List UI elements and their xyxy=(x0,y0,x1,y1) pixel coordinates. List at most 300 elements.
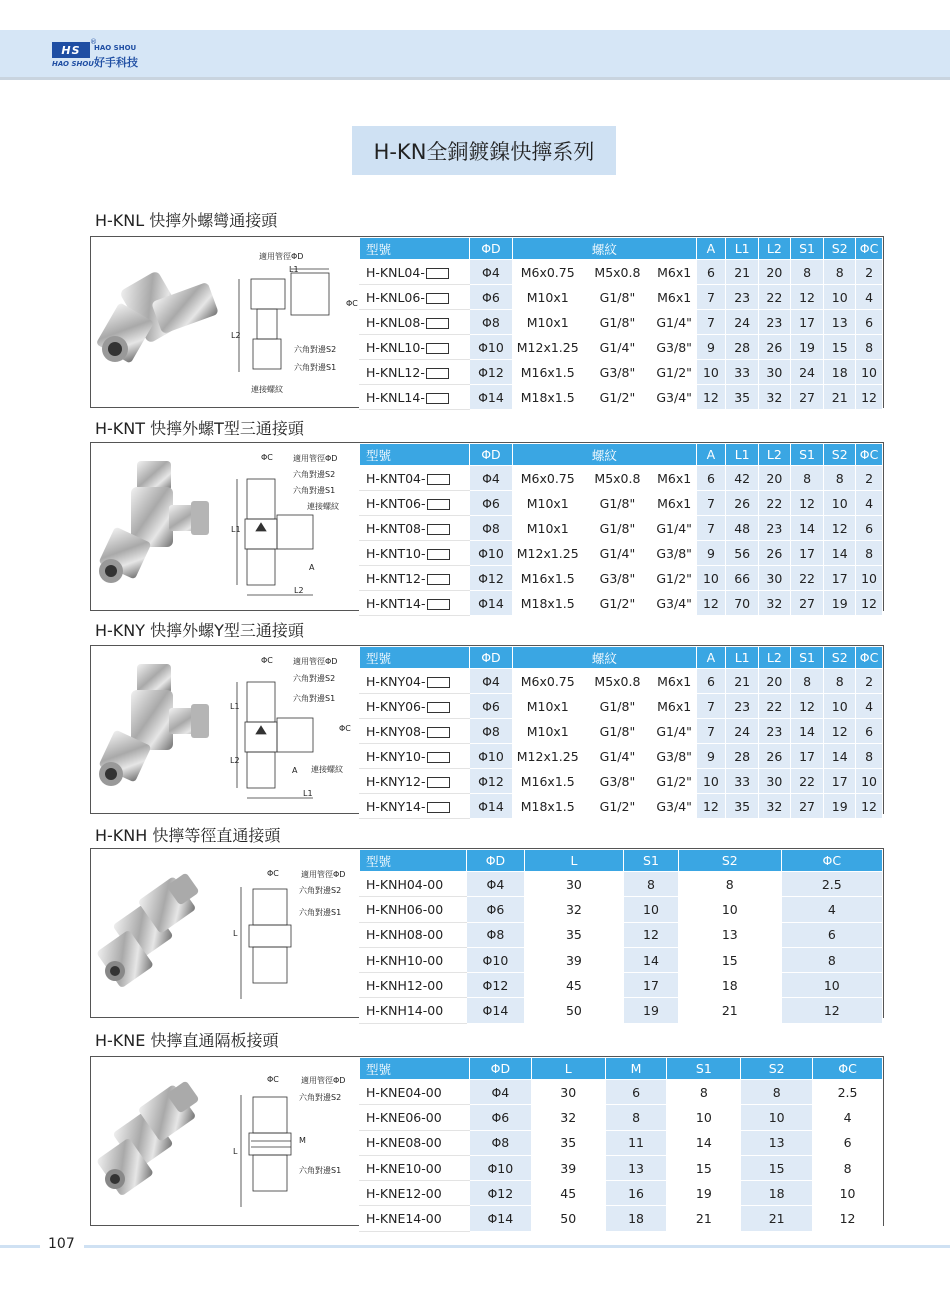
thread-code-box xyxy=(426,368,449,379)
dimension-label: L2 xyxy=(294,586,304,595)
table-cell: 22 xyxy=(790,769,824,794)
table-header-cell: 型號 xyxy=(360,850,467,872)
table-cell: 20 xyxy=(759,260,791,285)
table-cell: 6 xyxy=(605,1080,667,1105)
table-header-cell: S2 xyxy=(824,444,856,466)
header-bar xyxy=(0,30,950,80)
table-cell: G3/8" xyxy=(652,541,696,566)
table-cell: 35 xyxy=(531,1130,605,1155)
table-header-cell: S1 xyxy=(623,850,678,872)
table-header-cell: ΦC xyxy=(856,444,883,466)
model-cell xyxy=(360,973,467,998)
table-cell: 10 xyxy=(856,769,883,794)
model-code: H-KNL08- xyxy=(366,314,425,330)
table-cell: 10 xyxy=(667,1105,741,1130)
table-cell: Φ12 xyxy=(469,769,513,794)
dimension-label: 六角對邊S2 xyxy=(294,345,337,354)
thread-code-box xyxy=(427,524,450,535)
model-cell xyxy=(360,897,467,922)
table-header-cell: ΦD xyxy=(469,238,513,260)
table-cell: 8 xyxy=(856,541,883,566)
table-cell: 30 xyxy=(759,769,791,794)
table-cell: 10 xyxy=(856,360,883,385)
table-cell: G3/8" xyxy=(583,769,653,794)
model-cell xyxy=(360,1155,470,1180)
table-cell: 10 xyxy=(856,566,883,591)
table-cell: G1/2" xyxy=(652,360,696,385)
table-cell: M6x1 xyxy=(652,260,696,285)
section-title: H-KNE 快擰直通隔板接頭 xyxy=(95,1031,279,1050)
spec-table xyxy=(359,849,883,1024)
logo-registered: ® xyxy=(90,38,97,46)
thread-code-box xyxy=(427,752,450,763)
model-cell xyxy=(360,947,467,972)
spec-table xyxy=(359,443,883,616)
table-cell: M16x1.5 xyxy=(513,769,583,794)
model-code: H-KNT08- xyxy=(366,520,426,536)
table-cell: 10 xyxy=(623,897,678,922)
table-cell: 50 xyxy=(531,1206,605,1231)
model-code: H-KNH10-00 xyxy=(366,952,444,968)
table-cell: 7 xyxy=(696,516,726,541)
table-cell: 27 xyxy=(790,591,824,616)
table-cell: 10 xyxy=(824,491,856,516)
dimension-label: A xyxy=(309,563,315,572)
table-cell: 2.5 xyxy=(781,872,882,897)
thread-code-box xyxy=(427,677,450,688)
table-cell: 8 xyxy=(856,335,883,360)
dimension-label: 六角對邊S1 xyxy=(299,1166,342,1175)
table-header-cell: ΦD xyxy=(469,444,513,466)
model-cell xyxy=(360,1130,470,1155)
model-code: H-KNE10-00 xyxy=(366,1160,442,1176)
table-row xyxy=(360,694,883,719)
table-cell: 8 xyxy=(623,872,678,897)
table-header-cell: ΦC xyxy=(856,238,883,260)
model-cell xyxy=(360,466,470,491)
table-row xyxy=(360,566,883,591)
thread-code-box xyxy=(427,599,450,610)
model-cell xyxy=(360,285,470,310)
model-code: H-KNE12-00 xyxy=(366,1185,442,1201)
table-cell: 14 xyxy=(824,541,856,566)
table-header-cell: 螺紋 xyxy=(513,238,696,260)
table-cell: 10 xyxy=(696,360,726,385)
model-cell xyxy=(360,310,470,335)
illustration-panel xyxy=(91,849,359,1017)
logo-chinese: 好手科技 xyxy=(94,56,138,69)
dimension-label: 六角對邊S2 xyxy=(293,674,336,683)
table-header-cell: A xyxy=(696,238,726,260)
table-cell: Φ10 xyxy=(469,1155,531,1180)
table-cell: G1/8" xyxy=(583,694,653,719)
table-header-cell: L xyxy=(524,850,623,872)
table-cell: 26 xyxy=(726,491,759,516)
table-cell: G1/8" xyxy=(583,516,653,541)
table-cell: 45 xyxy=(524,973,623,998)
section-title: H-KNL 快擰外螺彎通接頭 xyxy=(95,211,278,230)
table-cell: 39 xyxy=(531,1155,605,1180)
model-code: H-KNH06-00 xyxy=(366,901,444,917)
footer-line-left xyxy=(0,1245,40,1248)
table-cell: M10x1 xyxy=(513,491,583,516)
table-cell: M10x1 xyxy=(513,310,583,335)
table-row xyxy=(360,1105,883,1130)
model-code: H-KNY06- xyxy=(366,698,426,714)
page-number: 107 xyxy=(48,1236,75,1252)
model-code: H-KNY12- xyxy=(366,773,426,789)
table-cell: Φ4 xyxy=(469,466,513,491)
table-row xyxy=(360,360,883,385)
thread-code-box xyxy=(427,777,450,788)
model-cell xyxy=(360,1080,470,1105)
table-header-cell: ΦC xyxy=(813,1058,883,1080)
table-cell: G1/2" xyxy=(652,566,696,591)
table-cell: G1/2" xyxy=(652,769,696,794)
table-header-cell: 型號 xyxy=(360,238,470,260)
table-cell: 23 xyxy=(726,285,759,310)
table-cell: 10 xyxy=(781,973,882,998)
model-cell xyxy=(360,1105,470,1130)
table-cell: 12 xyxy=(790,694,824,719)
table-cell: 12 xyxy=(790,285,824,310)
model-cell xyxy=(360,335,470,360)
table-cell: 13 xyxy=(824,310,856,335)
table-row xyxy=(360,1181,883,1206)
spec-table xyxy=(359,646,883,819)
table-cell: 19 xyxy=(824,591,856,616)
table-cell: 21 xyxy=(726,669,759,694)
table-cell: G3/8" xyxy=(652,335,696,360)
table-cell: 6 xyxy=(856,310,883,335)
table-cell: Φ4 xyxy=(469,669,513,694)
table-row xyxy=(360,1155,883,1180)
fitting-illustration xyxy=(91,646,359,813)
product-photo xyxy=(96,1080,200,1196)
dimension-label: L xyxy=(233,1147,238,1156)
table-cell: G1/8" xyxy=(583,719,653,744)
table-header-cell: 螺紋 xyxy=(513,647,696,669)
table-cell: 23 xyxy=(726,694,759,719)
table-cell: 10 xyxy=(813,1181,883,1206)
table-row xyxy=(360,922,883,947)
table-row xyxy=(360,385,883,410)
table-cell: 21 xyxy=(667,1206,741,1231)
table-cell: M6x0.75 xyxy=(513,260,583,285)
table-cell: 32 xyxy=(759,591,791,616)
model-cell xyxy=(360,1181,470,1206)
illustration-panel xyxy=(91,1057,359,1225)
table-cell: 28 xyxy=(726,335,759,360)
table-cell: M6x0.75 xyxy=(513,669,583,694)
table-cell: G1/4" xyxy=(583,335,653,360)
table-cell: 14 xyxy=(790,516,824,541)
model-cell xyxy=(360,769,470,794)
table-cell: 2 xyxy=(856,466,883,491)
logo-english: HAO SHOU xyxy=(94,44,137,52)
table-row xyxy=(360,335,883,360)
table-row xyxy=(360,897,883,922)
table-cell: 22 xyxy=(790,566,824,591)
product-photo xyxy=(96,872,200,988)
table-cell: 14 xyxy=(667,1130,741,1155)
model-code: H-KNH04-00 xyxy=(366,876,444,892)
table-cell: 12 xyxy=(813,1206,883,1231)
table-cell: G1/4" xyxy=(583,744,653,769)
spec-table xyxy=(359,1057,883,1232)
table-cell: 8 xyxy=(824,260,856,285)
model-cell xyxy=(360,794,470,819)
table-cell: 6 xyxy=(781,922,882,947)
table-cell: G1/8" xyxy=(583,310,653,335)
model-code: H-KNY14- xyxy=(366,798,426,814)
table-cell: 10 xyxy=(741,1105,813,1130)
table-cell: 8 xyxy=(856,744,883,769)
model-code: H-KNL12- xyxy=(366,364,425,380)
table-cell: M12x1.25 xyxy=(513,744,583,769)
table-cell: 48 xyxy=(726,516,759,541)
table-cell: 4 xyxy=(781,897,882,922)
table-cell: 8 xyxy=(790,466,824,491)
thread-code-box xyxy=(427,549,450,560)
table-cell: Φ12 xyxy=(466,973,524,998)
table-cell: 9 xyxy=(696,335,726,360)
table-cell: Φ8 xyxy=(469,1130,531,1155)
illustration-panel xyxy=(91,237,359,407)
dimension-label: L1 xyxy=(231,525,241,534)
dimension-label: L2 xyxy=(231,331,241,340)
table-cell: 9 xyxy=(696,541,726,566)
model-code: H-KNY10- xyxy=(366,748,426,764)
table-cell: 4 xyxy=(856,694,883,719)
spec-frame xyxy=(90,1056,884,1226)
technical-drawing xyxy=(241,887,291,999)
table-cell: G1/2" xyxy=(583,591,653,616)
table-cell: Φ14 xyxy=(469,794,513,819)
table-cell: 19 xyxy=(667,1181,741,1206)
table-cell: 8 xyxy=(781,947,882,972)
table-cell: M10x1 xyxy=(513,516,583,541)
model-code: H-KNH14-00 xyxy=(366,1003,444,1019)
table-cell: 8 xyxy=(741,1080,813,1105)
dimension-label: 六角對邊S1 xyxy=(293,694,336,703)
table-cell: 12 xyxy=(856,591,883,616)
table-cell: 28 xyxy=(726,744,759,769)
table-cell: 17 xyxy=(824,566,856,591)
table-cell: 6 xyxy=(696,669,726,694)
table-header-cell: S1 xyxy=(790,238,824,260)
table-cell: Φ14 xyxy=(469,591,513,616)
table-cell: 26 xyxy=(759,335,791,360)
table-cell: 35 xyxy=(726,794,759,819)
table-header-cell: L2 xyxy=(759,647,791,669)
table-cell: 2 xyxy=(856,669,883,694)
dimension-label: 六角對邊S1 xyxy=(293,486,336,495)
thread-code-box xyxy=(426,318,449,329)
dimension-label: 適用管徑ΦD xyxy=(293,454,338,463)
table-row xyxy=(360,744,883,769)
table-cell: 32 xyxy=(759,385,791,410)
table-cell: M10x1 xyxy=(513,719,583,744)
table-cell: M12x1.25 xyxy=(513,335,583,360)
model-cell xyxy=(360,541,470,566)
table-row xyxy=(360,947,883,972)
table-cell: 10 xyxy=(696,769,726,794)
table-cell: 50 xyxy=(524,998,623,1023)
table-cell: 18 xyxy=(678,973,781,998)
model-code: H-KNL14- xyxy=(366,389,425,405)
table-cell: M6x1 xyxy=(652,466,696,491)
table-cell: 6 xyxy=(696,466,726,491)
illustration-panel xyxy=(91,646,359,813)
table-cell: M18x1.5 xyxy=(513,591,583,616)
table-cell: 19 xyxy=(790,335,824,360)
table-cell: 6 xyxy=(856,719,883,744)
table-header-cell: 型號 xyxy=(360,1058,470,1080)
dimension-label: M xyxy=(299,1136,306,1145)
thread-code-box xyxy=(427,802,450,813)
table-cell: 30 xyxy=(524,872,623,897)
thread-code-box xyxy=(427,727,450,738)
model-cell xyxy=(360,669,470,694)
dimension-label: 六角對邊S2 xyxy=(293,470,336,479)
footer-line-right xyxy=(84,1245,950,1248)
table-cell: M6x1 xyxy=(652,491,696,516)
table-cell: M6x1 xyxy=(652,285,696,310)
table-cell: 4 xyxy=(813,1105,883,1130)
dimension-label: 適用管徑ΦD xyxy=(259,252,304,261)
model-code: H-KNT14- xyxy=(366,595,426,611)
table-cell: Φ8 xyxy=(469,719,513,744)
section-title: H-KNY 快擰外螺Y型三通接頭 xyxy=(95,621,304,640)
dimension-label: 適用管徑ΦD xyxy=(301,1076,346,1085)
dimension-label: ΦC xyxy=(267,869,279,878)
model-code: H-KNY08- xyxy=(366,723,426,739)
table-row xyxy=(360,719,883,744)
model-code: H-KNL06- xyxy=(366,289,425,305)
table-header-cell: S1 xyxy=(790,647,824,669)
model-cell xyxy=(360,516,470,541)
table-cell: 17 xyxy=(790,310,824,335)
table-cell: 16 xyxy=(605,1181,667,1206)
table-header-cell: S2 xyxy=(824,647,856,669)
table-cell: Φ14 xyxy=(466,998,524,1023)
table-cell: 18 xyxy=(741,1181,813,1206)
table-cell: G1/2" xyxy=(583,385,653,410)
technical-drawing xyxy=(239,269,329,372)
table-header-cell: S2 xyxy=(741,1058,813,1080)
model-code: H-KNL04- xyxy=(366,264,425,280)
table-cell: 23 xyxy=(759,310,791,335)
table-cell: G3/8" xyxy=(583,360,653,385)
model-cell xyxy=(360,694,470,719)
table-cell: 8 xyxy=(824,669,856,694)
table-cell: 8 xyxy=(824,466,856,491)
table-cell: G1/8" xyxy=(583,285,653,310)
spec-frame xyxy=(90,236,884,408)
table-cell: Φ6 xyxy=(469,285,513,310)
thread-code-box xyxy=(426,268,449,279)
table-cell: Φ12 xyxy=(469,566,513,591)
table-cell: Φ8 xyxy=(469,516,513,541)
table-cell: 21 xyxy=(678,998,781,1023)
table-cell: M12x1.25 xyxy=(513,541,583,566)
dimension-label: L1 xyxy=(289,265,299,274)
table-header-cell: S2 xyxy=(824,238,856,260)
table-cell: 42 xyxy=(726,466,759,491)
table-header-cell: M xyxy=(605,1058,667,1080)
table-row xyxy=(360,260,883,285)
table-cell: 14 xyxy=(790,719,824,744)
table-row xyxy=(360,1130,883,1155)
model-code: H-KNE14-00 xyxy=(366,1211,442,1227)
table-cell: 14 xyxy=(824,744,856,769)
table-cell: 4 xyxy=(856,491,883,516)
model-code: H-KNE08-00 xyxy=(366,1135,442,1151)
table-cell: 21 xyxy=(726,260,759,285)
model-cell xyxy=(360,998,467,1023)
dimension-label: 六角對邊S1 xyxy=(299,908,342,917)
table-cell: 10 xyxy=(696,566,726,591)
table-cell: 12 xyxy=(696,385,726,410)
dimension-label: ΦC xyxy=(261,453,273,462)
table-row xyxy=(360,591,883,616)
table-cell: G3/8" xyxy=(583,566,653,591)
table-cell: Φ10 xyxy=(469,744,513,769)
table-cell: M6x1 xyxy=(652,694,696,719)
table-cell: 10 xyxy=(678,897,781,922)
spec-frame xyxy=(90,442,884,611)
table-cell: 21 xyxy=(824,385,856,410)
table-row xyxy=(360,1206,883,1231)
table-cell: G1/8" xyxy=(583,491,653,516)
table-cell: G3/4" xyxy=(652,385,696,410)
table-cell: Φ10 xyxy=(469,335,513,360)
table-header-cell: ΦC xyxy=(856,647,883,669)
table-header-cell: L2 xyxy=(759,238,791,260)
table-cell: 21 xyxy=(741,1206,813,1231)
model-code: H-KNT12- xyxy=(366,570,426,586)
dimension-label: 連接螺紋 xyxy=(311,765,343,774)
model-cell xyxy=(360,719,470,744)
table-cell: 23 xyxy=(759,516,791,541)
table-cell: Φ4 xyxy=(466,872,524,897)
dimension-label: L2 xyxy=(230,756,240,765)
table-cell: 66 xyxy=(726,566,759,591)
thread-code-box xyxy=(427,474,450,485)
table-cell: 12 xyxy=(856,385,883,410)
model-code: H-KNY04- xyxy=(366,673,426,689)
thread-code-box xyxy=(426,293,449,304)
model-cell xyxy=(360,385,470,410)
table-cell: 20 xyxy=(759,669,791,694)
table-cell: 11 xyxy=(605,1130,667,1155)
table-cell: 56 xyxy=(726,541,759,566)
table-cell: Φ8 xyxy=(469,310,513,335)
table-cell: 15 xyxy=(824,335,856,360)
table-cell: 2.5 xyxy=(813,1080,883,1105)
table-cell: Φ10 xyxy=(466,947,524,972)
table-row xyxy=(360,669,883,694)
table-header-cell: L1 xyxy=(726,444,759,466)
table-cell: 24 xyxy=(790,360,824,385)
table-cell: M6x0.75 xyxy=(513,466,583,491)
dimension-label: ΦC xyxy=(339,724,351,733)
dimension-label: L xyxy=(233,929,238,938)
table-header-cell: A xyxy=(696,444,726,466)
logo-english-small: HAO SHOU xyxy=(52,60,94,68)
fitting-illustration xyxy=(91,237,359,407)
